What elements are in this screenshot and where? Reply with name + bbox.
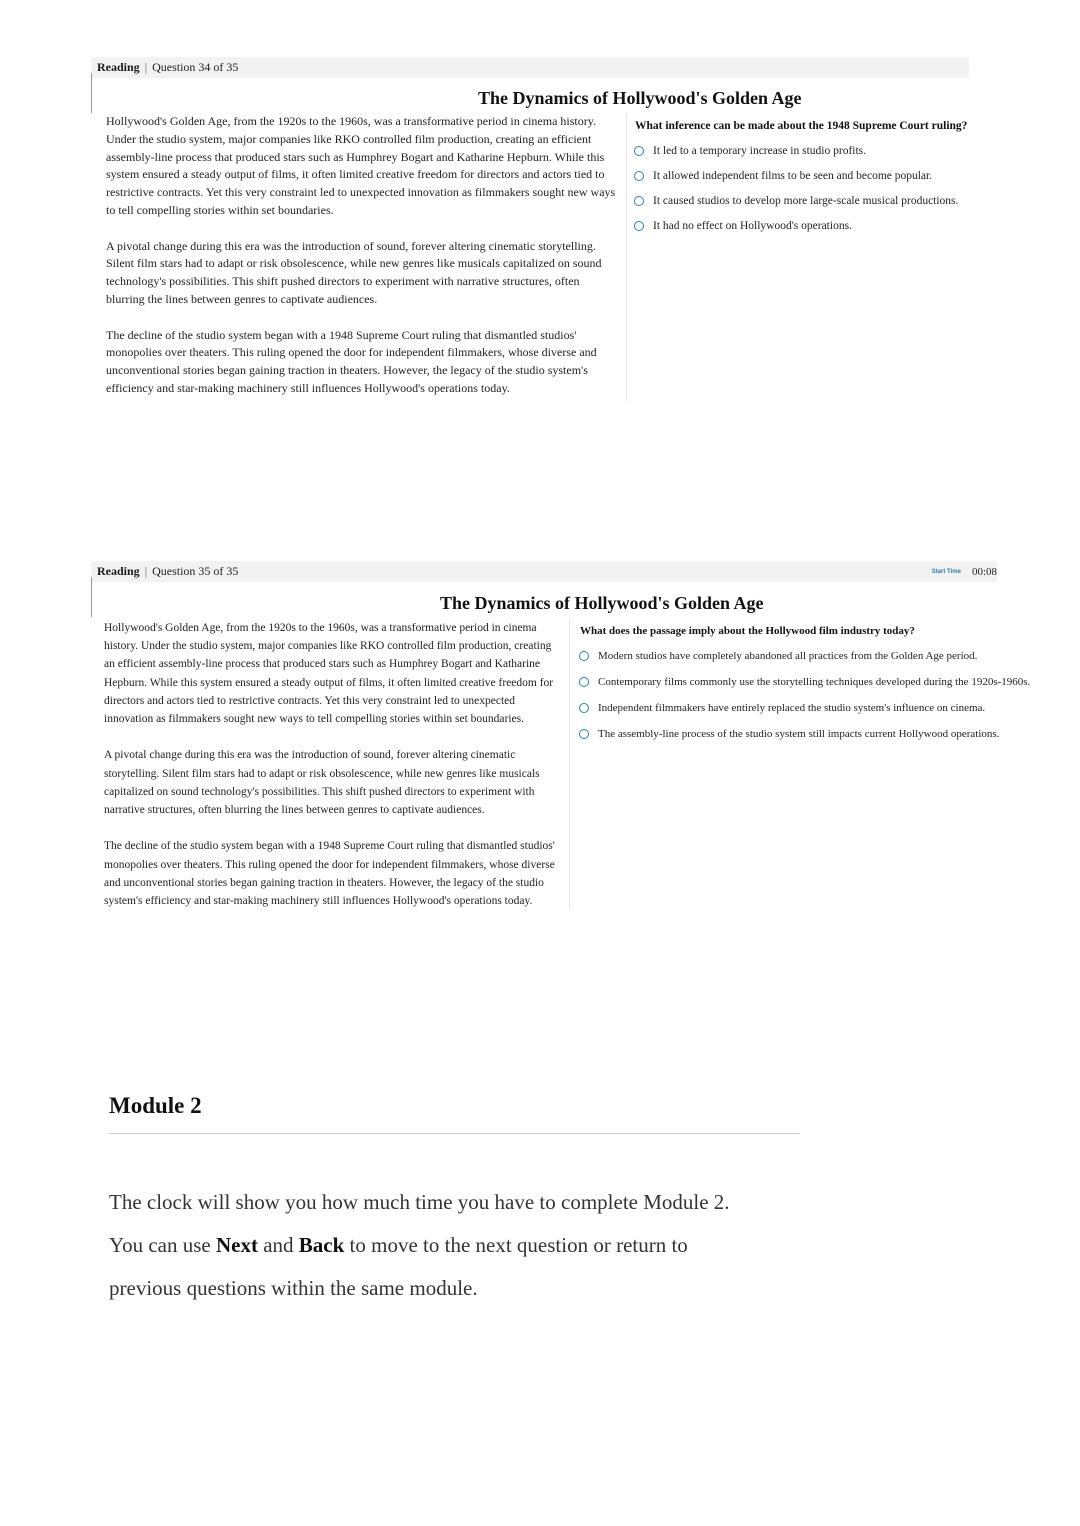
separator: |	[144, 60, 148, 74]
passage-paragraph: A pivotal change during this era was the introduction of sound, forever altering cinematic storytelling. Silent film stars had to adapt or risk obsolescence, while new genres like musicals capitalized on sound technology's possibilities. This shift pushed directors to experiment with narrative structures, often blurring the lines between genres to captivate audiences.	[104, 749, 540, 817]
passage-paragraph: The decline of the studio system began with a 1948 Supreme Court ruling that dismantled studios' monopolies over theaters. This ruling opened the door for independent filmmakers, whose diverse and unconventional stories began gaining traction in theaters. However, the legacy of the studio system's efficiency and star-making machinery still influences Hollywood's operations today.	[104, 840, 555, 908]
option-label: It caused studios to develop more large-scale musical productions.	[653, 194, 959, 207]
question-text: What inference can be made about the 1948 Supreme Court ruling?	[635, 120, 968, 132]
option-label: Modern studios have completely abandoned all practices from the Golden Age period.	[598, 650, 978, 662]
next-keyword: Next	[215, 1233, 258, 1257]
instruction-text: You can use	[109, 1233, 216, 1257]
column-divider	[569, 619, 570, 909]
option-label: Contemporary films commonly use the storytelling techniques developed during the 1920s-1960s.	[598, 676, 1031, 688]
option-label: Independent filmmakers have entirely replaced the studio system's influence on cinema.	[598, 702, 986, 714]
timer-value: 00:08	[971, 565, 997, 578]
section-label: Reading	[97, 60, 140, 74]
question-panel-35	[91, 561, 1031, 911]
instruction-line: previous questions within the same module.	[109, 1276, 478, 1300]
passage-paragraph: The decline of the studio system began with a 1948 Supreme Court ruling that dismantled studios' monopolies over theaters. This ruling opened the door for independent filmmakers, whose diverse and unconventional stories began gaining traction in theaters. However, the legacy of the studio system's efficiency and star-making machinery still influences Hollywood's operations today.	[106, 327, 597, 395]
instruction-text: to move to the next question or return to	[344, 1233, 688, 1257]
answer-option-c[interactable]	[634, 188, 958, 213]
back-keyword: Back	[298, 1233, 345, 1257]
passage-title: The Dynamics of Hollywood's Golden Age	[440, 593, 764, 613]
answer-options	[634, 138, 958, 238]
radio-icon[interactable]	[634, 221, 644, 231]
module-title: Module 2	[109, 1093, 202, 1118]
panel-left-border	[91, 73, 92, 113]
radio-icon[interactable]	[579, 703, 589, 713]
passage-paragraph: Hollywood's Golden Age, from the 1920s to the 1960s, was a transformative period in cinema history. Under the studio system, major companies like RKO controlled film production, creating an efficient assembly-line process that produced stars such as Humphrey Bogart and Katharine Hepburn. While this system ensured a steady output of films, it often limited creative freedom for directors and actors tied to restrictive contracts. Yet this very constraint led to unexpected innovation as filmmakers sought new ways to tell compelling stories within set boundaries.	[104, 622, 554, 726]
question-counter: Question 35 of 35	[152, 564, 239, 578]
passage-title: The Dynamics of Hollywood's Golden Age	[478, 88, 802, 108]
radio-icon[interactable]	[634, 146, 644, 156]
section-label: Reading	[97, 564, 140, 578]
instruction-text: and	[257, 1233, 299, 1257]
option-label: It allowed independent films to be seen and become popular.	[653, 169, 933, 182]
radio-icon[interactable]	[634, 171, 644, 181]
answer-option-b[interactable]	[634, 163, 958, 188]
timer-label: Start Time	[931, 568, 961, 575]
option-label: The assembly-line process of the studio system still impacts current Hollywood operations.	[598, 728, 1000, 740]
module-instructions	[109, 1181, 829, 1310]
header-bar	[91, 57, 969, 78]
module-divider	[109, 1133, 800, 1134]
question-panel-34	[91, 57, 969, 402]
answer-option-a[interactable]	[634, 138, 958, 163]
option-label: It led to a temporary increase in studio profits.	[653, 144, 867, 157]
radio-icon[interactable]	[579, 651, 589, 661]
instruction-line	[109, 1224, 829, 1267]
radio-icon[interactable]	[579, 677, 589, 687]
panel-left-border	[91, 577, 92, 617]
instruction-line: The clock will show you how much time you have to complete Module 2.	[109, 1190, 730, 1214]
answer-option-a[interactable]	[579, 643, 1030, 669]
answer-option-d[interactable]	[634, 213, 958, 238]
question-text: What does the passage imply about the Hollywood film industry today?	[580, 625, 915, 637]
question-counter: Question 34 of 35	[152, 60, 239, 74]
separator: |	[144, 564, 148, 578]
answer-option-b[interactable]	[579, 669, 1030, 695]
answer-option-c[interactable]	[579, 695, 1030, 721]
radio-icon[interactable]	[634, 196, 644, 206]
passage	[106, 113, 616, 398]
passage-paragraph: Hollywood's Golden Age, from the 1920s to the 1960s, was a transformative period in cinema history. Under the studio system, major companies like RKO controlled film production, creating an efficient assembly-line process that produced stars such as Humphrey Bogart and Katharine Hepburn. While this system ensured a steady output of films, it often limited creative freedom for directors and actors tied to restrictive contracts. Yet this very constraint led to unexpected innovation as filmmakers sought new ways to tell compelling stories within set boundaries.	[106, 114, 616, 217]
answer-options	[579, 643, 1030, 747]
option-label: It had no effect on Hollywood's operations.	[653, 219, 852, 232]
passage-paragraph: A pivotal change during this era was the introduction of sound, forever altering cinematic storytelling. Silent film stars had to adapt or risk obsolescence, while new genres like musicals capitalized on sound technology's possibilities. This shift pushed directors to experiment with narrative structures, often blurring the lines between genres to captivate audiences.	[106, 238, 602, 306]
column-divider	[626, 113, 627, 401]
timer[interactable]	[932, 561, 997, 582]
radio-icon[interactable]	[579, 729, 589, 739]
passage	[104, 619, 562, 910]
header-bar	[91, 561, 997, 582]
answer-option-d[interactable]	[579, 721, 1030, 747]
